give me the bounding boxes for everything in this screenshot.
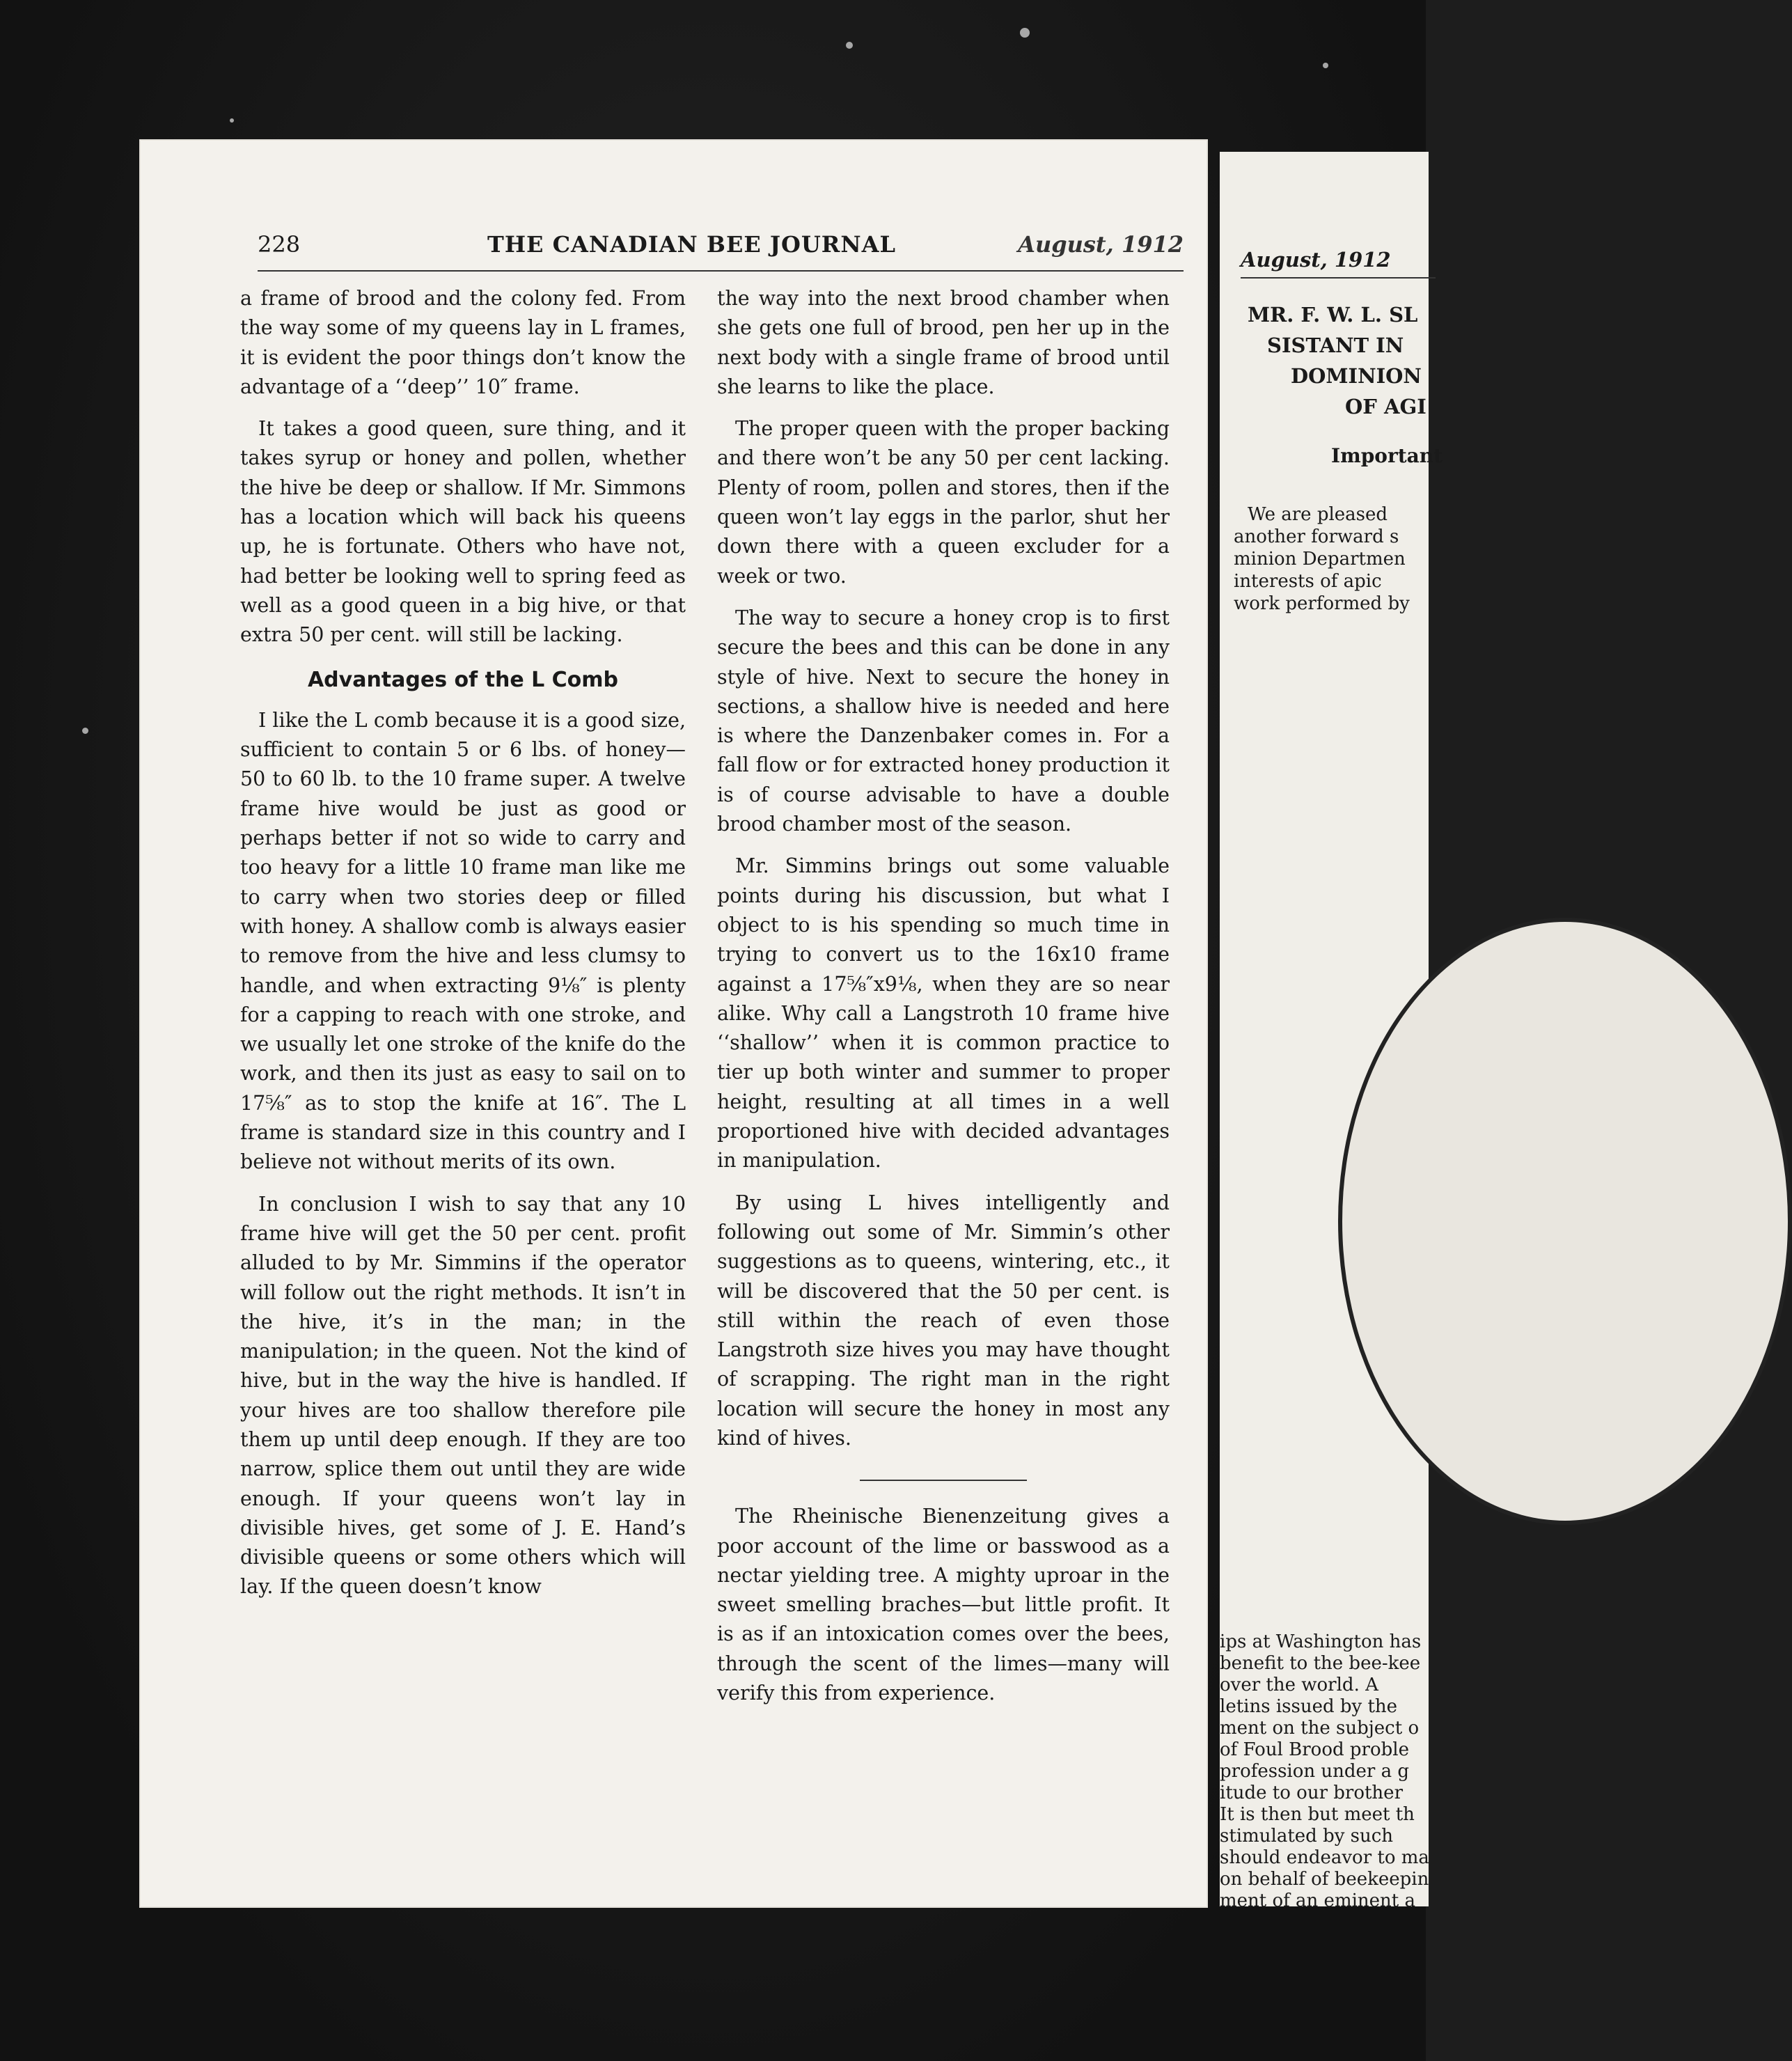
- paragraph: It takes a good queen, sure thing, and it takes syrup or honey and pollen, whether the hive be deep or shallow. If Mr. Simmons has a location which will back his queens up, he is fortunate. Others who have not, had better be looking well to spring feed as well as a good queen in a big hive, or that extra 50 per cent. will still be lacking.: [240, 417, 686, 647]
- adjacent-headline: [1248, 299, 1665, 422]
- paragraph: In conclusion I wish to say that any 10 frame hive will get the 50 per cent. profit alluded to by Mr. Simmins if the operator will follow out the right methods. It isn’t in the hive, it’s in the man; in the manipulation; in the queen. Not the kind of hive, but in the way the hive is handled. If your hives are too shallow therefore pile them up until deep enough. If they are too narrow, splice them out until they are wide enough. If your queens won’t lay in divisible hives, get some of J. E. Hand’s divisible queens or some others which will lay. If the queen doesn’t know: [240, 1192, 686, 1599]
- dust-speck: [1020, 28, 1030, 38]
- paragraph: Mr. Simmins brings out some valuable points during his discussion, but what I object to is his spending so much time in trying to convert us to the 16x10 frame against a 17⅝″x9⅛, when they are so near alike. Why call a Langstroth 10 frame hive ‘‘shallow’’ when it is common practice to tier up both winter and summer to proper height, resulting at all times in a well proportioned hive with decided advantages in manipulation.: [717, 854, 1170, 1173]
- issue-date: August, 1912: [1018, 231, 1184, 258]
- headline-line: MR. F. W. L. SL: [1248, 303, 1418, 327]
- paragraph: By using L hives intelligently and following out some of Mr. Simmin’s other suggestions as to queens, wintering, etc., it will be discovered that the 50 per cent. is still within the reach of even those Langstroth size hives you may have thought of scrapping. The right man in the right location will secure the honey in most any kind of hives.: [717, 1191, 1170, 1450]
- body-line: should endeavor to ma: [1220, 1847, 1429, 1868]
- dust-speck: [846, 42, 853, 49]
- body-line: itude to our brother: [1220, 1782, 1403, 1803]
- adjacent-page: [1220, 152, 1443, 1911]
- portrait-frame: [1338, 918, 1792, 1525]
- body-line: profession under a g: [1220, 1761, 1410, 1782]
- dust-speck: [82, 728, 88, 734]
- body-line: ment on the subject o: [1220, 1718, 1420, 1739]
- intro-line: another forward s: [1234, 526, 1399, 547]
- body-line: benefit to the bee-kee: [1220, 1653, 1421, 1674]
- body-line: letins issued by the: [1220, 1696, 1398, 1717]
- adjacent-intro: [1234, 503, 1410, 615]
- adjacent-page-date: August, 1912: [1241, 248, 1391, 272]
- journal-title: THE CANADIAN BEE JOURNAL: [487, 231, 896, 258]
- intro-line: work performed by: [1234, 593, 1410, 614]
- body-line: on behalf of beekeepin: [1220, 1869, 1429, 1890]
- body-line: It is then but meet th: [1220, 1804, 1415, 1825]
- intro-line: We are pleased: [1248, 504, 1388, 525]
- section-divider: [860, 1480, 1027, 1481]
- intro-line: interests of apic: [1234, 571, 1382, 592]
- headline-line: OF AGI: [1345, 395, 1426, 418]
- body-line: over the world. A: [1220, 1675, 1378, 1695]
- body-line: ment of an eminent a: [1220, 1890, 1415, 1911]
- adjacent-body-text: [1220, 1631, 1429, 1912]
- body-line: ips at Washington has: [1220, 1631, 1422, 1652]
- body-line: stimulated by such: [1220, 1826, 1394, 1847]
- paragraph: The Rheinische Bienenzeitung gives a poor account of the lime or basswood as a nectar yielding tree. A mighty uproar in the sweet smelling braches—but little profit. It is as if an intoxication comes over the bees, through the scent of the limes—many will verify this from experience.: [717, 1505, 1170, 1705]
- right-column: [717, 284, 1170, 1708]
- paragraph: The proper queen with the proper backing and there won’t be any 50 per cent lacking. Plenty of room, pollen and stores, then if the queen won’t lay eggs in the parlor, shut her down there with a queen excluder for a week or two.: [717, 417, 1170, 588]
- intro-line: minion Departmen: [1234, 549, 1406, 570]
- journal-page: [139, 139, 1208, 1908]
- paragraph: the way into the next brood chamber when she gets one full of brood, pen her up in the next body with a single frame of brood until she learns to like the place.: [717, 287, 1170, 398]
- dust-speck: [230, 118, 234, 123]
- body-line: of Foul Brood proble: [1220, 1739, 1409, 1760]
- header-rule: [258, 270, 1184, 272]
- page-number: 228: [258, 231, 301, 258]
- page-header: [258, 228, 1184, 263]
- left-column: [240, 284, 686, 1602]
- paragraph: a frame of brood and the colony fed. From the way some of my queens lay in L frames, it is evident the poor things don’t know the advantage of a ‘‘deep’’ 10″ frame.: [240, 287, 686, 398]
- adjacent-subhead: Important: [1331, 444, 1443, 467]
- paragraph: I like the L comb because it is a good size, sufficient to contain 5 or 6 lbs. of honey— 50 to 60 lb. to the 10 frame super. A twelve frame hive would be just as good or perhaps better if not so wide to carry and too heavy for a little 10 frame man like me to carry when two stories deep or filled with honey. A shallow comb is always easier to remove from the hive and less clumsy to handle, and when extracting 9⅛″ is plenty for a capping to reach with one stroke, and we usually let one stroke of the knife do the work, and then its just as easy to sail on to 17⅝″ as to stop the knife at 16″. The L frame is standard size in this country and I believe not without merits of its own.: [240, 708, 686, 1174]
- section-heading: Advantages of the L Comb: [307, 667, 619, 692]
- paragraph: The way to secure a honey crop is to first secure the bees and this can be done in any style of hive. Next to secure the honey in sections, a shallow hive is needed and here is where the Danzenbaker comes in. For a fall flow or for extracted honey production it is of course advisable to have a double brood chamber most of the season.: [717, 606, 1170, 836]
- adjacent-header-rule: [1241, 277, 1436, 279]
- headline-line: SISTANT IN: [1267, 334, 1404, 357]
- dust-speck: [1323, 63, 1328, 68]
- headline-line: DOMINION: [1291, 364, 1422, 388]
